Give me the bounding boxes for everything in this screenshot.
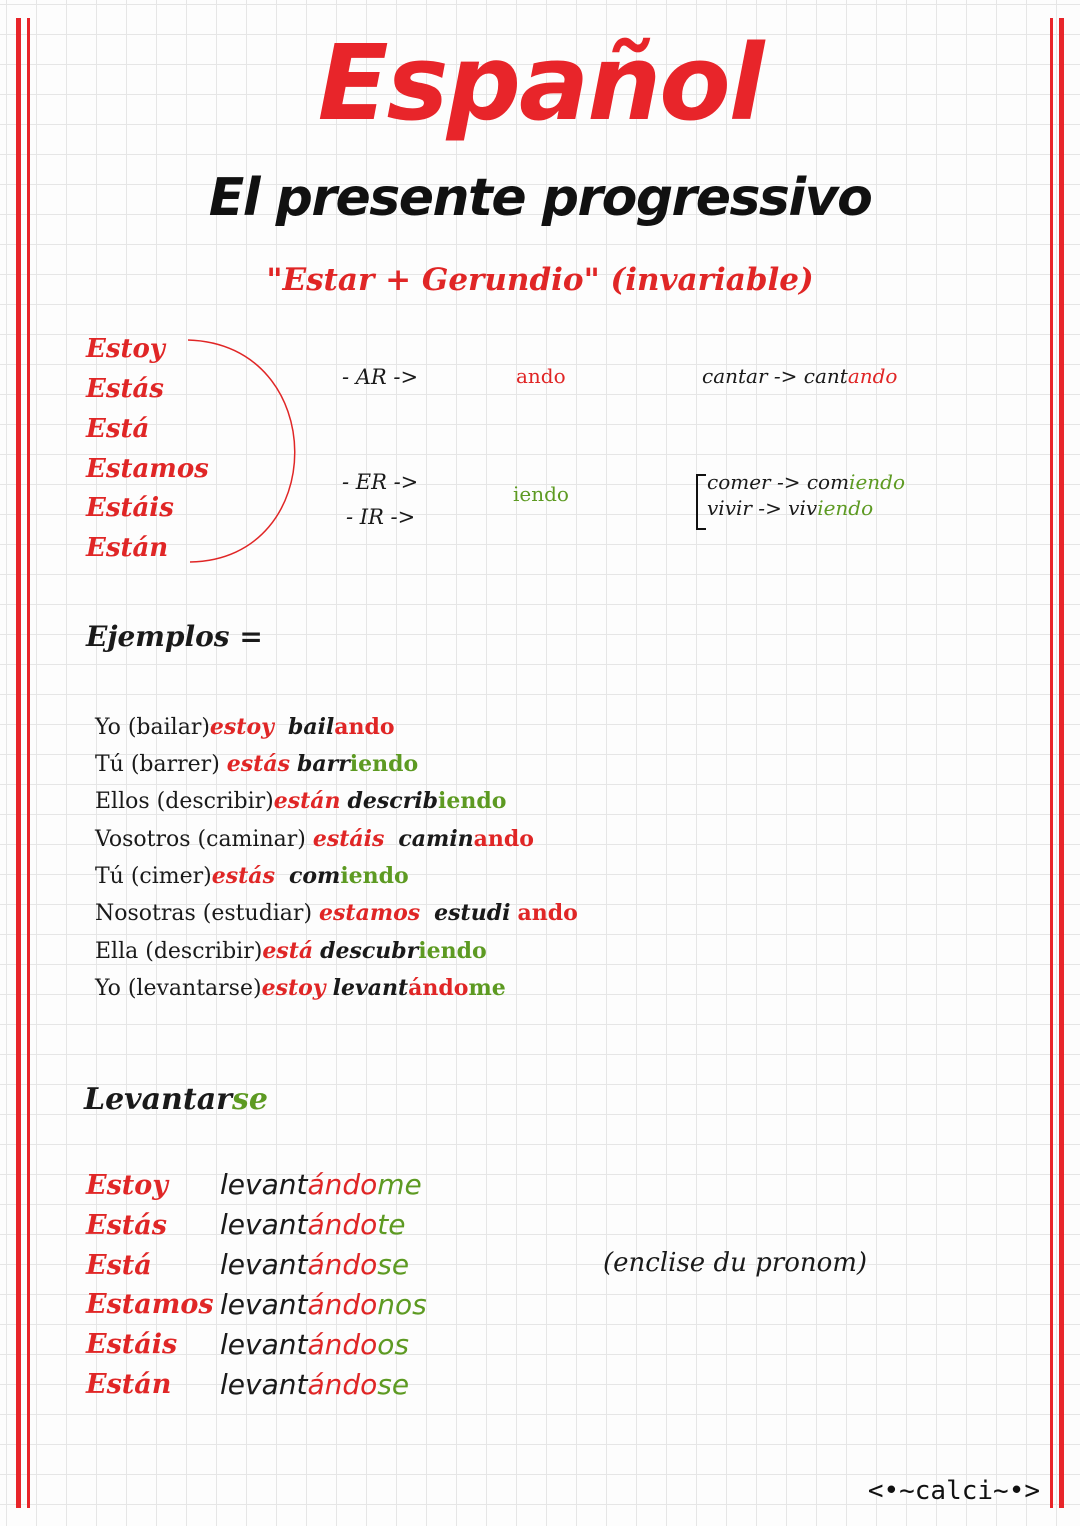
example-row: Ellos (describir)están describiendo (95, 788, 507, 814)
conj-aux: Estáis (86, 1329, 178, 1360)
rule-ar-example: cantar -> cantando (702, 364, 898, 388)
conj-aux: Está (86, 1250, 152, 1281)
conj-verb: levantándose (220, 1368, 410, 1401)
conj-verb: levantándonos (220, 1288, 427, 1321)
example-row: Vosotros (caminar) estáis caminando (95, 826, 534, 852)
conj-aux: Estoy (86, 1170, 168, 1201)
conj-verb: levantándoos (220, 1328, 409, 1361)
estar-form: Está (86, 414, 150, 444)
example-row: Yo (levantarse)estoy levantándome (95, 975, 506, 1001)
estar-form: Estáis (86, 493, 174, 523)
page-subtitle: El presente progressivo (208, 168, 872, 228)
conj-aux: Están (86, 1369, 172, 1400)
estar-form: Estoy (86, 334, 165, 364)
formula-heading: "Estar + Gerundio" (invariable) (266, 262, 814, 298)
author-signature: <•~calci~•> (867, 1476, 1040, 1506)
rule-er-label: - ER -> (342, 470, 419, 494)
levantarse-heading: Levantarse (84, 1082, 268, 1117)
example-row: Ella (describir)está descubriendo (95, 938, 487, 964)
page-border-right (1059, 18, 1064, 1508)
conj-aux: Estás (86, 1210, 167, 1241)
enclise-note: (enclise du pronom) (603, 1248, 868, 1278)
estar-form: Están (86, 533, 169, 563)
rule-ar-label: - AR -> (342, 365, 419, 389)
example-row: Yo (bailar)estoy bailando (95, 714, 395, 740)
estar-form: Estás (86, 374, 164, 404)
rule-ir-example: vivir -> viviendo (707, 496, 874, 520)
page-border-left-inner (27, 18, 30, 1508)
example-row: Tú (barrer) estás barriendo (95, 751, 419, 777)
page-border-left (16, 18, 21, 1508)
conj-verb: levantándote (220, 1208, 406, 1241)
examples-bracket (696, 474, 706, 530)
rule-ar-ending: ando (516, 364, 566, 388)
page-border-right-inner (1050, 18, 1053, 1508)
rule-ir-label: - IR -> (346, 505, 416, 529)
rule-er-example: comer -> comiendo (707, 470, 906, 494)
conj-verb: levantándose (220, 1248, 410, 1281)
conj-verb: levantándome (220, 1168, 422, 1201)
rule-er-ending: iendo (513, 482, 569, 506)
example-row: Nosotras (estudiar) estamos estudi ando (95, 900, 578, 926)
page-title: Español (317, 22, 763, 144)
example-row: Tú (cimer)estás comiendo (95, 863, 409, 889)
estar-form: Estamos (86, 454, 209, 484)
grouping-arc (180, 334, 310, 570)
conj-aux: Estamos (86, 1289, 214, 1320)
ejemplos-heading: Ejemplos = (86, 620, 263, 653)
